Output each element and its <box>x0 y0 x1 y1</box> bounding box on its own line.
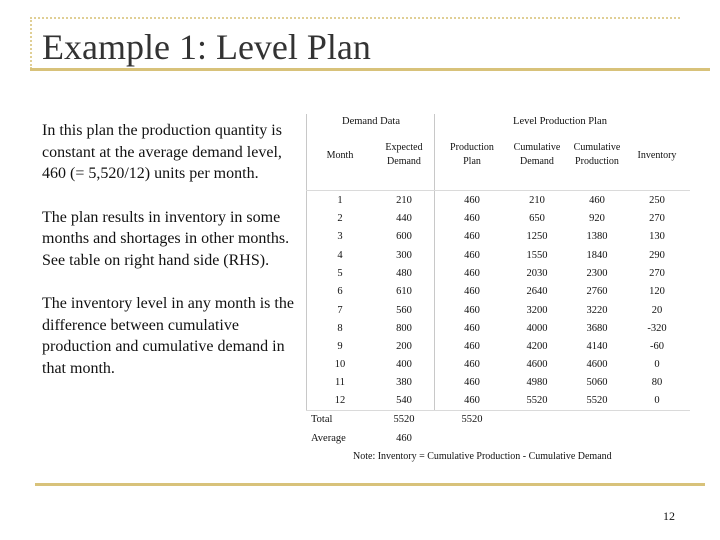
cell-inventory: -60 <box>650 341 664 352</box>
cell-inventory: 290 <box>649 250 665 261</box>
cell-production-plan: 460 <box>464 268 480 279</box>
table-group-divider <box>434 114 435 410</box>
cell-inventory: -320 <box>647 323 667 334</box>
body-text <box>42 120 300 401</box>
cell-production-plan: 460 <box>464 250 480 261</box>
cell-month: 5 <box>337 268 343 279</box>
cell-month: 7 <box>337 305 343 316</box>
cell-cumulative-demand: 4980 <box>526 377 548 388</box>
cell-expected-demand: 300 <box>396 250 412 261</box>
column-header-month: Month <box>326 150 354 161</box>
cell-cumulative-demand: 4600 <box>526 359 548 370</box>
cell-cumulative-production: 1380 <box>586 231 608 242</box>
average-demand: 460 <box>396 433 412 444</box>
cell-production-plan: 460 <box>464 323 480 334</box>
cell-inventory: 270 <box>649 213 665 224</box>
total-production: 5520 <box>461 414 483 425</box>
cell-cumulative-production: 2760 <box>586 286 608 297</box>
cell-expected-demand: 200 <box>396 341 412 352</box>
cell-month: 2 <box>337 213 343 224</box>
slide-title: Example 1: Level Plan <box>42 27 371 67</box>
cell-cumulative-production: 2300 <box>586 268 608 279</box>
cell-cumulative-production: 5520 <box>586 395 608 406</box>
cell-cumulative-demand: 5520 <box>526 395 548 406</box>
cell-month: 6 <box>337 286 343 297</box>
cell-inventory: 120 <box>649 286 665 297</box>
cell-month: 12 <box>334 395 346 406</box>
column-header-production-plan: Production Plan <box>450 142 494 167</box>
cell-expected-demand: 540 <box>396 395 412 406</box>
column-header-expected-demand: Expected Demand <box>385 142 423 167</box>
group-header-level-production-plan: Level Production Plan <box>513 116 607 127</box>
paragraph-inventory-shortage: The plan results in inventory in some months and shortages in other months. See table on right hand side (RHS). <box>42 208 290 269</box>
cell-cumulative-production: 4140 <box>586 341 608 352</box>
cell-production-plan: 460 <box>464 213 480 224</box>
cell-cumulative-demand: 3200 <box>526 305 548 316</box>
totals-separator <box>306 410 690 411</box>
header-separator <box>306 190 690 191</box>
cell-production-plan: 460 <box>464 377 480 388</box>
cell-production-plan: 460 <box>464 359 480 370</box>
title-frame-top <box>30 17 680 19</box>
cell-cumulative-demand: 1550 <box>526 250 548 261</box>
cell-inventory: 0 <box>654 395 660 406</box>
cell-month: 3 <box>337 231 343 242</box>
cell-cumulative-demand: 4000 <box>526 323 548 334</box>
cell-expected-demand: 380 <box>396 377 412 388</box>
cell-production-plan: 460 <box>464 395 480 406</box>
cell-month: 9 <box>337 341 343 352</box>
column-header-cumulative-demand: Cumulative Demand <box>513 142 561 167</box>
cell-inventory: 130 <box>649 231 665 242</box>
cell-production-plan: 460 <box>464 305 480 316</box>
cell-cumulative-demand: 4200 <box>526 341 548 352</box>
cell-cumulative-demand: 2030 <box>526 268 548 279</box>
cell-expected-demand: 400 <box>396 359 412 370</box>
cell-month: 11 <box>334 377 346 388</box>
title-divider <box>30 68 710 71</box>
cell-expected-demand: 210 <box>396 195 412 206</box>
cell-production-plan: 460 <box>464 195 480 206</box>
cell-expected-demand: 480 <box>396 268 412 279</box>
column-header-cumulative-production: Cumulative Production <box>573 142 621 167</box>
cell-cumulative-production: 5060 <box>586 377 608 388</box>
cell-inventory: 80 <box>651 377 663 388</box>
group-header-demand-data: Demand Data <box>341 116 401 127</box>
cell-month: 8 <box>337 323 343 334</box>
cell-cumulative-demand: 2640 <box>526 286 548 297</box>
paragraph-inventory-definition: The inventory level in any month is the difference between cumulative production and cumulative demand in that month. <box>42 295 294 377</box>
cell-month: 4 <box>337 250 343 261</box>
cell-cumulative-demand: 210 <box>529 195 545 206</box>
cell-cumulative-production: 1840 <box>586 250 608 261</box>
cell-inventory: 250 <box>649 195 665 206</box>
cell-inventory: 20 <box>651 305 663 316</box>
cell-cumulative-production: 460 <box>589 195 605 206</box>
cell-cumulative-production: 920 <box>589 213 605 224</box>
total-label: Total <box>311 414 333 425</box>
average-label: Average <box>311 433 346 444</box>
cell-expected-demand: 610 <box>396 286 412 297</box>
cell-cumulative-production: 3220 <box>586 305 608 316</box>
cell-expected-demand: 800 <box>396 323 412 334</box>
table-left-border <box>306 114 307 410</box>
column-header-inventory: Inventory <box>637 150 677 161</box>
table-note: Note: Inventory = Cumulative Production - Cumulative Demand <box>353 451 612 462</box>
cell-production-plan: 460 <box>464 341 480 352</box>
total-demand: 5520 <box>393 414 415 425</box>
cell-expected-demand: 440 <box>396 213 412 224</box>
cell-production-plan: 460 <box>464 286 480 297</box>
cell-month: 1 <box>337 195 343 206</box>
cell-month: 10 <box>334 359 346 370</box>
page-number: 12 <box>663 509 675 523</box>
cell-cumulative-production: 3680 <box>586 323 608 334</box>
cell-expected-demand: 600 <box>396 231 412 242</box>
cell-inventory: 270 <box>649 268 665 279</box>
cell-cumulative-demand: 1250 <box>526 231 548 242</box>
title-frame-left <box>30 17 32 69</box>
cell-inventory: 0 <box>654 359 660 370</box>
paragraph-average-level: In this plan the production quantity is constant at the average demand level, 460 (= 5,520/12) units per month. <box>42 122 282 182</box>
footer-divider <box>35 483 705 486</box>
cell-cumulative-production: 4600 <box>586 359 608 370</box>
cell-cumulative-demand: 650 <box>529 213 545 224</box>
cell-production-plan: 460 <box>464 231 480 242</box>
cell-expected-demand: 560 <box>396 305 412 316</box>
